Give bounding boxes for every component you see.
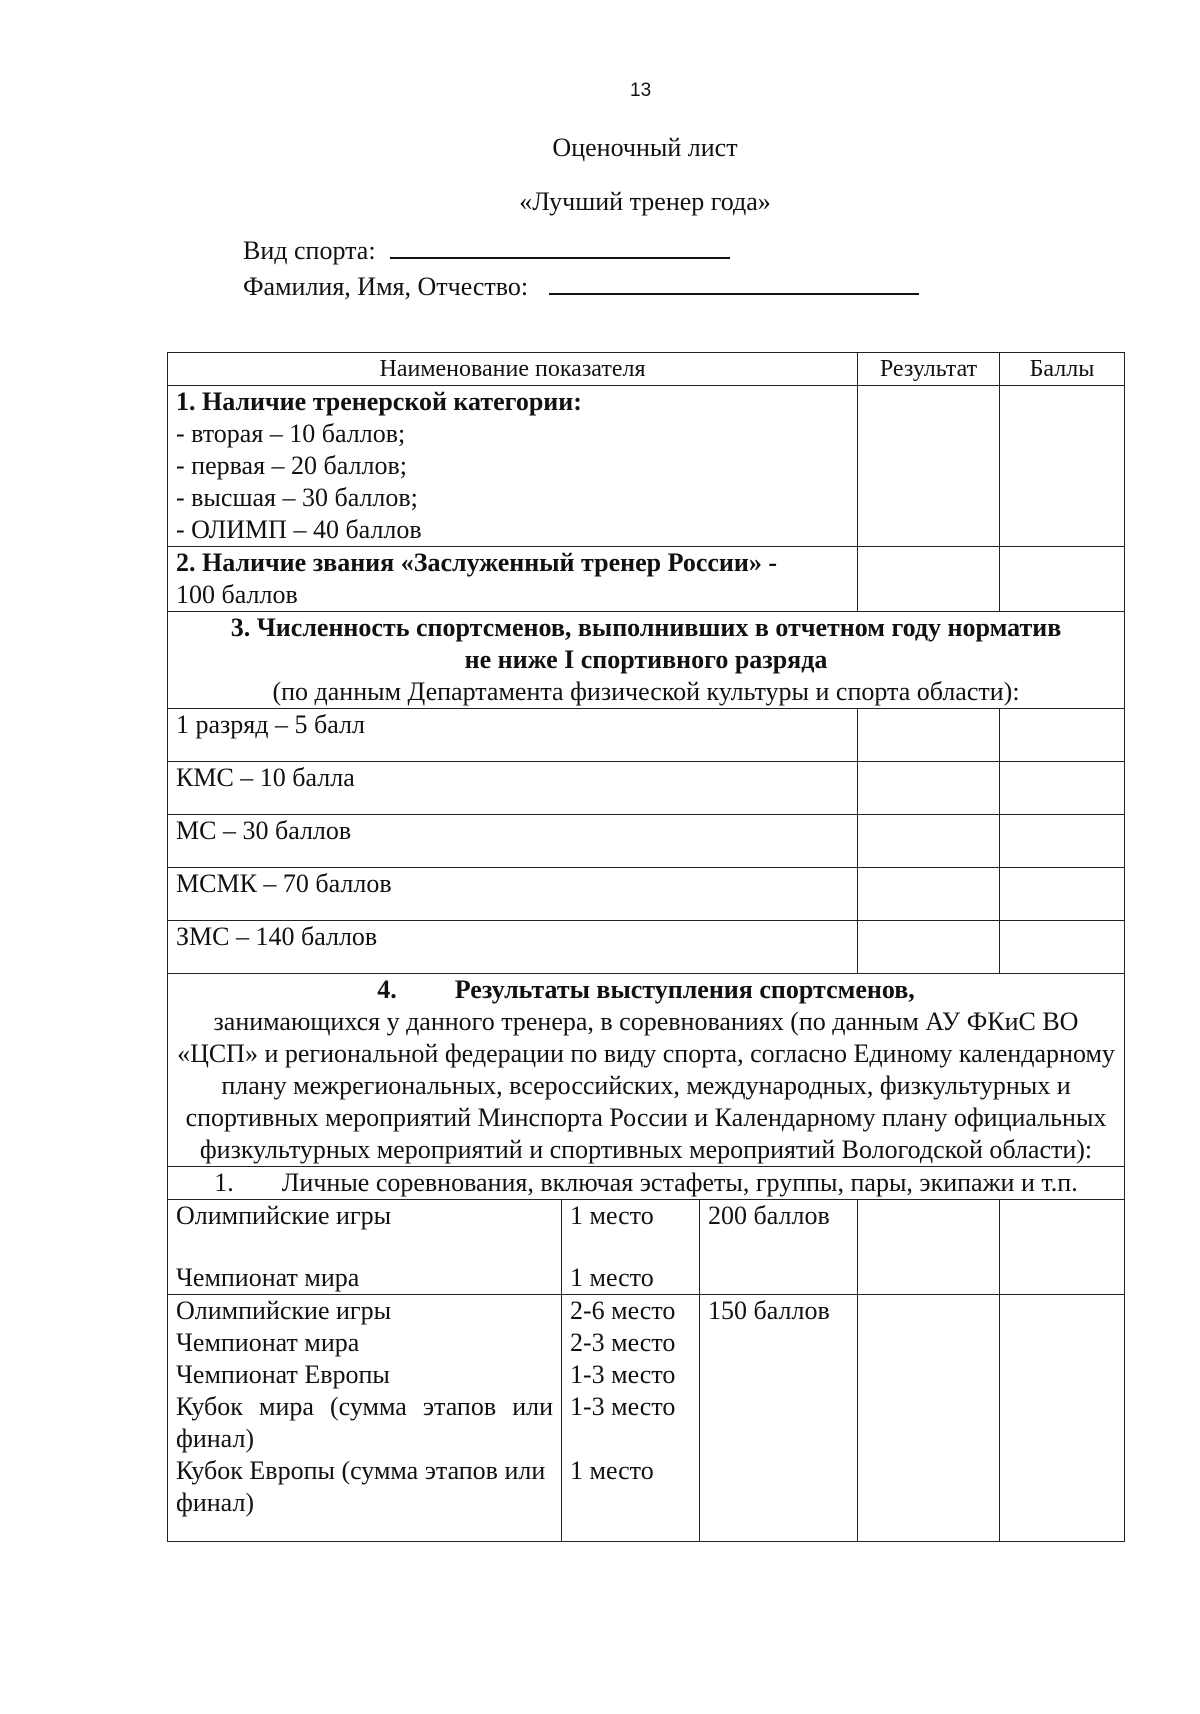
section-3-row [168,868,1125,921]
section-3-header-row [168,612,1125,709]
event-name: Кубок Европы (сумма этапов или финал) [176,1456,546,1517]
event-place: 1 место [570,1263,654,1292]
fio-field [243,272,919,302]
section-2-points: 100 баллов [176,580,298,609]
document-title: Оценочный лист [552,133,738,162]
event-place: 1 место [570,1456,654,1485]
event-place: 1-3 место [570,1392,676,1421]
sport-label: Вид спорта: [243,236,376,265]
evaluation-table [167,352,1125,1542]
event-place: 2-3 место [570,1328,676,1357]
block-1-places [562,1200,700,1295]
header-indicator: Наименование показателя [168,353,858,386]
result-cell[interactable] [858,1200,1000,1295]
section-3-title-line2: не ниже I спортивного разряда [464,645,828,674]
event-name: Олимпийские игры [176,1201,392,1230]
fio-label: Фамилия, Имя, Отчество: [243,272,529,301]
section-1-title-colon: : [573,387,582,416]
section-3-row [168,815,1125,868]
section-4-block-2-row [168,1295,1125,1542]
section-3-row-label: КМС – 10 балла [168,762,858,815]
result-cell[interactable] [858,547,1000,612]
result-cell[interactable] [858,386,1000,547]
section-4-block-1-row [168,1200,1125,1295]
result-cell[interactable] [858,921,1000,974]
event-place: 1 место [570,1201,654,1230]
section-4-sub-number: 1. [214,1168,234,1197]
section-4-subheader-row [168,1167,1125,1200]
result-cell[interactable] [858,1295,1000,1542]
section-3-row-label: 1 разряд – 5 балл [168,709,858,762]
page-number: 13 [630,80,652,101]
section-4-subheader-cell [168,1167,1125,1200]
block-2-places [562,1295,700,1542]
section-3-row-label: МС – 30 баллов [168,815,858,868]
points-cell[interactable] [1000,709,1125,762]
document-subtitle: «Лучший тренер года» [519,187,771,216]
block-1-events [168,1200,562,1295]
section-4-header-row [168,974,1125,1167]
section-2-title: 2. Наличие звания «Заслуженный тренер России» - [176,548,778,577]
section-3-header-cell [168,612,1125,709]
event-name: Чемпионат Европы [176,1360,390,1389]
fio-blank-line[interactable] [549,273,919,295]
block-2-points: 150 баллов [700,1295,858,1542]
points-cell[interactable] [1000,1295,1125,1542]
section-3-note: (по данным Департамента физической культуры и спорта области): [272,677,1020,706]
section-3-row [168,921,1125,974]
event-place: 1-3 место [570,1360,676,1389]
section-1-row [168,386,1125,547]
table-header-row [168,353,1125,386]
section-4-title [176,974,1116,1006]
result-cell[interactable] [858,709,1000,762]
section-4-text: занимающихся у данного тренера, в соревнованиях (по данным АУ ФКиС ВО «ЦСП» и региональной федерации по виду спорта, согласно Единому календарному плану межрегиональных, всероссийских, международных, физкультурных и спортивных мероприятий Минспорта России и Календарному плану официальных физкультурных мероприятий и спортивных мероприятий Вологодской области): [177,1007,1115,1164]
result-cell[interactable] [858,762,1000,815]
section-4-title-text: Результаты выступления спортсменов, [454,975,915,1004]
section-1-item: - высшая – 30 баллов; [176,483,418,512]
section-3-row [168,709,1125,762]
section-3-row-label: МСМК – 70 баллов [168,868,858,921]
section-4-number: 4. [377,975,397,1004]
section-2-row [168,547,1125,612]
points-cell[interactable] [1000,868,1125,921]
result-cell[interactable] [858,868,1000,921]
block-2-events [168,1295,562,1542]
section-2-cell [168,547,858,612]
event-name: Чемпионат мира [176,1263,360,1292]
section-3-row [168,762,1125,815]
section-1-item: - первая – 20 баллов; [176,451,407,480]
section-1-title: 1. Наличие тренерской категории [176,387,574,416]
section-4-header-cell [168,974,1125,1167]
sport-field [243,236,730,266]
points-cell[interactable] [1000,547,1125,612]
event-name: Кубок мира (сумма этапов или финал) [176,1392,553,1453]
event-place: 2-6 место [570,1296,676,1325]
section-1-cell [168,386,858,547]
sport-blank-line[interactable] [390,237,730,259]
section-3-row-label: ЗМС – 140 баллов [168,921,858,974]
block-1-points: 200 баллов [700,1200,858,1295]
header-points: Баллы [1000,353,1125,386]
header-result: Результат [858,353,1000,386]
points-cell[interactable] [1000,1200,1125,1295]
points-cell[interactable] [1000,762,1125,815]
event-name: Олимпийские игры [176,1296,392,1325]
points-cell[interactable] [1000,386,1125,547]
result-cell[interactable] [858,815,1000,868]
section-3-title-line1: 3. Численность спортсменов, выполнивших в отчетном году норматив [230,613,1062,642]
event-name: Чемпионат мира [176,1328,360,1357]
section-1-item: - ОЛИМП – 40 баллов [176,515,422,544]
points-cell[interactable] [1000,921,1125,974]
section-1-item: - вторая – 10 баллов; [176,419,406,448]
points-cell[interactable] [1000,815,1125,868]
section-4-sub-title: Личные соревнования, включая эстафеты, группы, пары, экипажи и т.п. [281,1168,1078,1197]
